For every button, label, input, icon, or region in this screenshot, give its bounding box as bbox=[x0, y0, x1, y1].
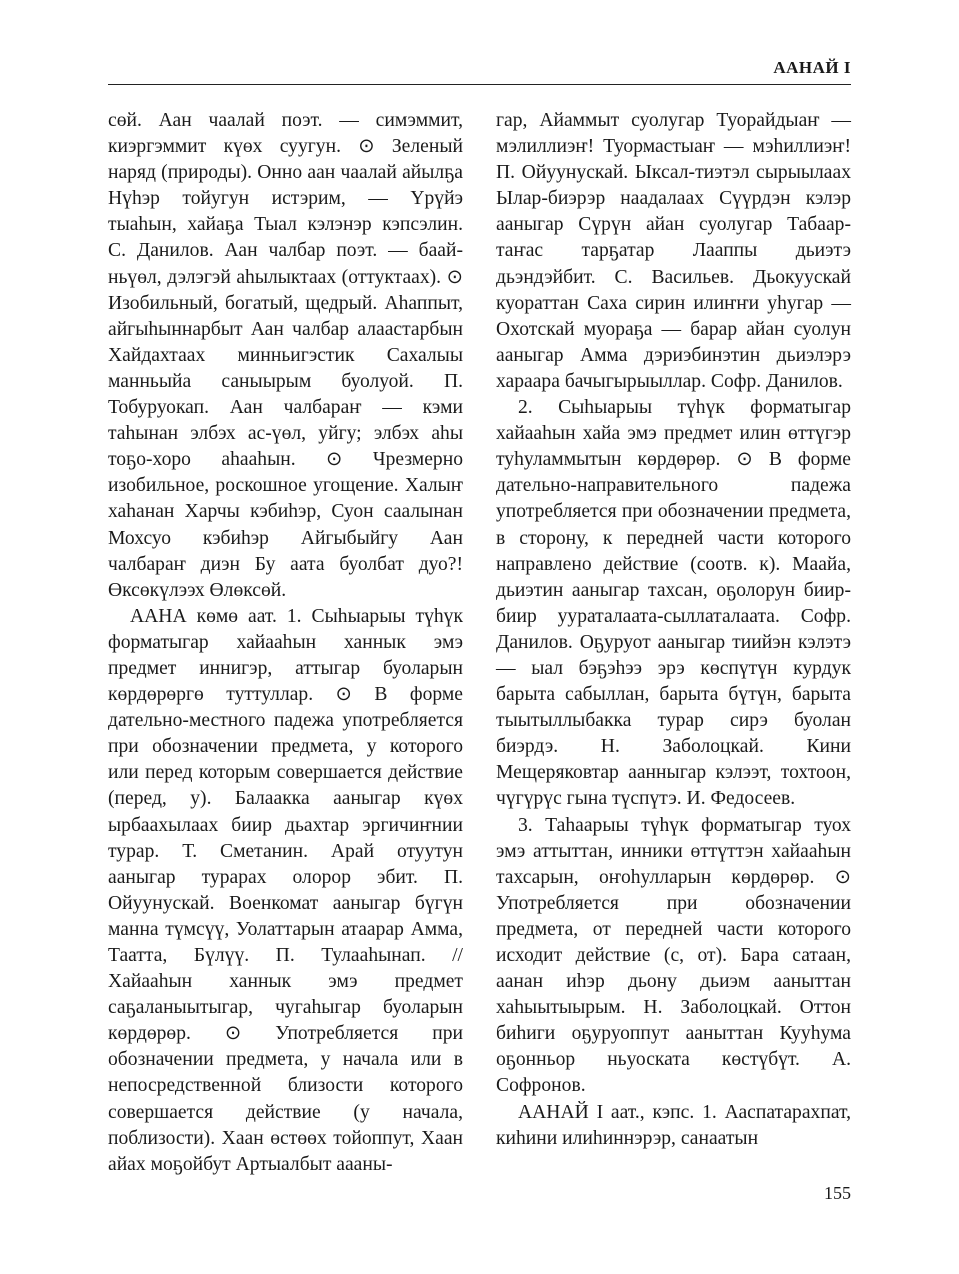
right-paragraph-4: ААНАЙ I аат., кэпс. 1. Ааспатарахпат, киһини илиһиннэрэр, санаатын bbox=[496, 1101, 851, 1149]
running-head: ААНАЙ I bbox=[773, 58, 851, 77]
right-paragraph-3: 3. Таһаарыы түһүк форматыгар туох эмэ аттыттан, инники өттүттэн хайааһын тахсарын, оҥоһулларын көрдөрөр. ⊙ Употребляется при обозначении предмета, от передней части которого исходит действие (с, от). Бара сатаан, аанан иһэр дьону дьиэм ааныттан хаһыытыырым. Н. Заболоцкай. Оттон биһиги оҕуруоппут ааныттан Кууһума оҕонньор ньуоската көстүбүт. А. Софронов. bbox=[496, 814, 851, 1097]
left-paragraph-2: ААНА көмө аат. 1. Сыһыарыы түһүк форматыгар хайааһын ханнык эмэ предмет иннигэр, аттыгар буоларын көрдөрөргө туттуллар. ⊙ В форме дательно-местного падежа употребляется при обозначении предмета, у которого или перед которым совершается действие (перед, у). Балаакка ааныгар күөх ырбаахылаах биир дьахтар эргичиҥнии турар. Т. Сметанин. Арай отуутун ааныгар турарах олорор эбит. П. Ойуунускай. Военкомат ааныгар бүгүн манна түмсүү, Уолаттарын атаарар Амма, Таатта, Бүлүү. П. Тулааһынап. // Хайааһын ханнык эмэ предмет саҕаланыытыгар, чугаһыгар буоларын көрдөрөр. ⊙ Употребляется при обозначении предмета, у начала или в непосредственной близости которого совершается действие (у начала, поблизости). Хаан өстөөх тойоппут, Хаан айах моҕойбут Артыалбыт аааны- bbox=[108, 605, 463, 1175]
running-header bbox=[108, 54, 851, 85]
right-column bbox=[496, 108, 851, 1152]
left-paragraph-1: сөй. Аан чаалай поэт. — симэммит, киэргэммит күөх суугун. ⊙ Зеленый наряд (природы). Онно аан чаалай айылҕа Нүһэр тойугун истэрим, — Үрүйэ тыаһын, хайаҕа Тыал кэлэнэр кэпсэлин. С. Данилов. Аан чалбар поэт. — баай-ньүөл, дэлэгэй аһылыктаах (оттуктаах). ⊙ Изобильный, богатый, щедрый. Аһаппыт, айгыһыннарбыт Аан чалбар алаастарбын Хайдахтаах минньигэстик Сахалыы манньыйа саныырым буолуой. П. Тобуруокап. Аан чалбараҥ — кэми таһынан элбэх ас-үөл, уйгу; элбэх аһы тоҕо-хоро аһааһын. ⊙ Чрезмерно изобильное, роскошное угощение. Халыҥ хаһанан Харчы кэбиһэр, Суон саалынан Мохсуо кэбиһэр Айгыбыйгу Аан чалбараҥ диэн Бу аата буолбат дуо?! Өксөкүлээх Өлөксөй. bbox=[108, 110, 463, 601]
page-number: 155 bbox=[824, 1183, 851, 1203]
right-paragraph-1: гар, Айаммыт суолугар Туорайдыаҥ — мэлиллиэҥ! Туормастыаҥ — мэһиллиэҥ! П. Ойуунускай. Ыксал-тиэтэл сырыылаах Ылар-биэрэр наадалаах Сүүрдэн кэлэр ааныгар Сүрүн айан суолугар Табаар-таҥас тарҕатар Лааппы дьиэтэ дьэндэйбит. С. Васильев. Дьокуускай куораттан Саха сирин илиҥҥи уһугар — Охотскай муораҕа — барар айан суолун ааныгар Амма дэриэбинэтин дьиэлэрэ хараара бачыгырыыллар. Софр. Данилов. bbox=[496, 110, 851, 392]
left-column bbox=[108, 108, 463, 1178]
right-paragraph-2: 2. Сыһыарыы түһүк форматыгар хайааһын хайа эмэ предмет илин өттүгэр туһуламмытын көрдөрөр. ⊙ В форме дательно-направительного падежа употребляется при обозначении предмета, в сторону, к передней части которого направлено действие (соотв. к). Маайа, дьиэтин ааныгар тахсан, оҕолорун биир-биир уураталаата-сыллаталаата. Софр. Данилов. Оҕуруот ааныгар тиийэн кэлэтэ — ыал бэҕэһээ эрэ көспүтүн курдук барыта сабыллан, барыта бүтүн, барыта тыытыллыбакка турар сирэ буолан биэрдэ. Н. Заболоцкай. Кини Мещеряковтар аанныгар кэлээт, тохтоон, чүгүрүс гына түспүтэ. И. Федосеев. bbox=[496, 397, 851, 810]
